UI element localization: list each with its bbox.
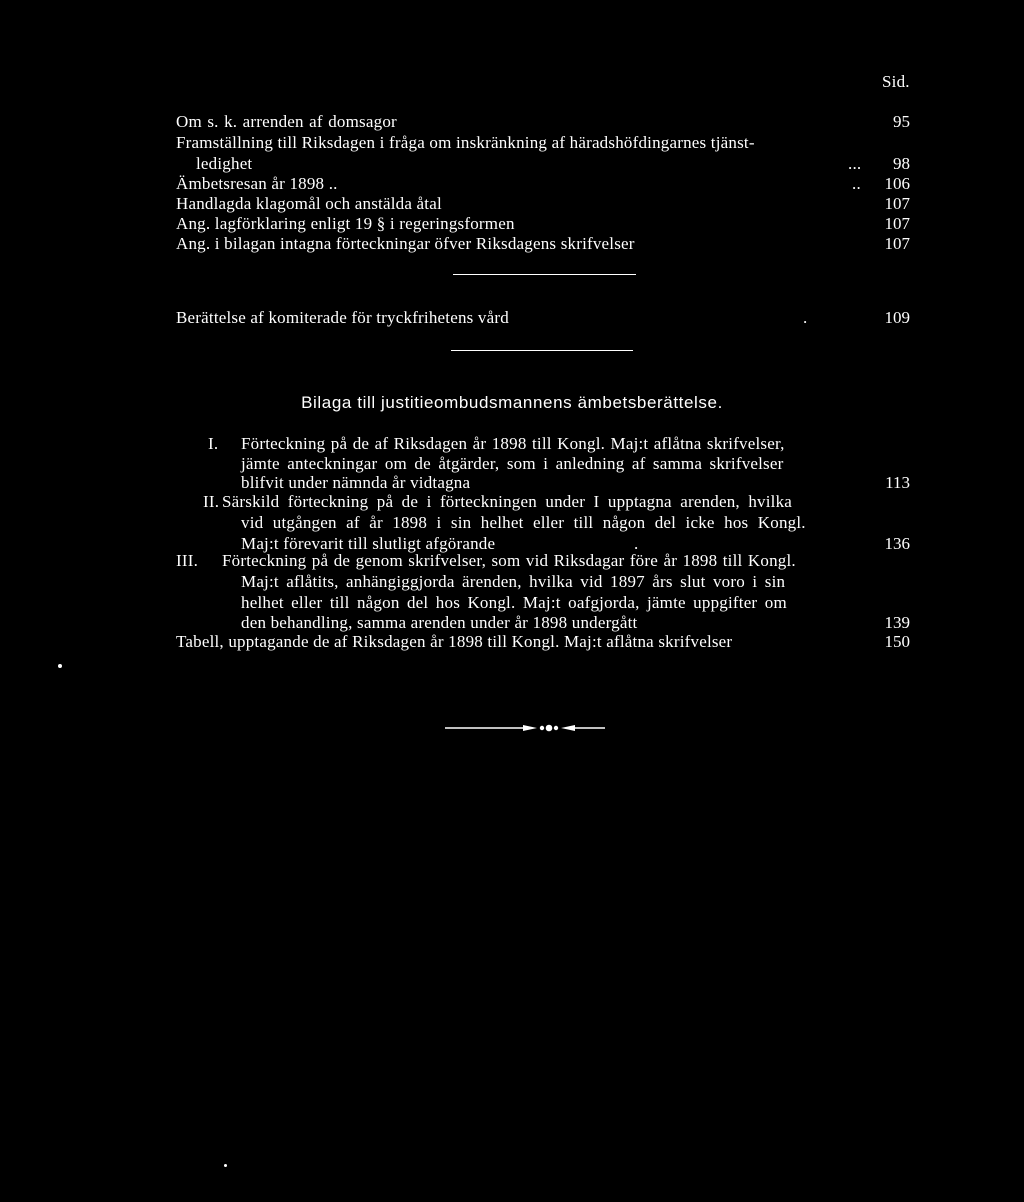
committee-entry-page: 109: [884, 308, 910, 327]
appendix-page: 113: [885, 473, 910, 492]
page-speck: [58, 664, 62, 668]
appendix-line: Särskild förteckning på de i förteckningen under I upptagna arenden, hvilka: [222, 492, 793, 511]
appendix-numeral: II.: [203, 492, 220, 511]
appendix-page: 139: [884, 613, 910, 632]
toc-entry-text: Handlagda klagomål och anstälda åtal: [176, 194, 442, 213]
appendix-line: Maj:t aflåtits, anhängiggjorda ärenden, hvilka vid 1897 års slut voro i sin: [241, 572, 786, 591]
committee-entry-leader: .: [803, 308, 808, 327]
appendix-numeral: III.: [176, 551, 199, 570]
toc-entry-page: 107: [884, 234, 910, 253]
toc-entry-text: Framställning till Riksdagen i fråga om inskränkning af häradshöfdingarnes tjänst-: [176, 133, 755, 152]
toc-entry-page: 107: [884, 214, 910, 233]
section-divider: [453, 274, 636, 275]
appendix-heading: Bilaga till justitieombudsmannens ämbetsberättelse.: [301, 393, 723, 412]
appendix-line: blifvit under nämnda år vidtagna: [241, 473, 471, 492]
appendix-line: Maj:t förevarit till slutligt afgörande: [241, 534, 496, 553]
appendix-numeral: I.: [208, 434, 219, 453]
appendix-line: Förteckning på de genom skrifvelser, som vid Riksdagar före år 1898 till Kongl.: [222, 551, 796, 570]
toc-entry-leader: ..: [852, 174, 861, 193]
toc-entry-page: 106: [884, 174, 910, 193]
end-ornament: [445, 721, 605, 735]
appendix-line: jämte anteckningar om de åtgärder, som i anledning af samma skrifvelser: [241, 454, 784, 473]
appendix-line: Förteckning på de af Riksdagen år 1898 till Kongl. Maj:t aflåtna skrifvelser,: [241, 434, 785, 453]
toc-entry-text: Ämbetsresan år 1898 ..: [176, 174, 338, 193]
toc-entry-leader: ...: [848, 154, 862, 173]
page-speck: [224, 1164, 227, 1167]
section-divider: [451, 350, 633, 351]
tabell-entry-page: 150: [884, 632, 910, 651]
toc-entry-text: Ang. i bilagan intagna förteckningar öfver Riksdagens skrifvelser: [176, 234, 635, 253]
committee-entry-text: Berättelse af komiterade för tryckfrihetens vård: [176, 308, 509, 327]
toc-entry-text: ledighet: [196, 154, 253, 173]
appendix-line: vid utgången af år 1898 i sin helhet eller till någon del icke hos Kongl.: [241, 513, 806, 532]
appendix-line: helhet eller till någon del hos Kongl. Maj:t oafgjorda, jämte uppgifter om: [241, 593, 787, 612]
appendix-leader: .: [634, 534, 639, 553]
toc-entry-text: Ang. lagförklaring enligt 19 § i regeringsformen: [176, 214, 515, 233]
tabell-entry-text: Tabell, upptagande de af Riksdagen år 1898 till Kongl. Maj:t aflåtna skrifvelser: [176, 632, 733, 651]
toc-entry-page: 95: [893, 112, 910, 131]
toc-entry-page: 98: [893, 154, 910, 173]
appendix-line: den behandling, samma arenden under år 1898 undergått: [241, 613, 638, 632]
sid-label: Sid.: [882, 72, 910, 91]
appendix-page: 136: [884, 534, 910, 553]
toc-entry-page: 107: [884, 194, 910, 213]
toc-entry-text: Om s. k. arrenden af domsagor: [176, 112, 397, 131]
